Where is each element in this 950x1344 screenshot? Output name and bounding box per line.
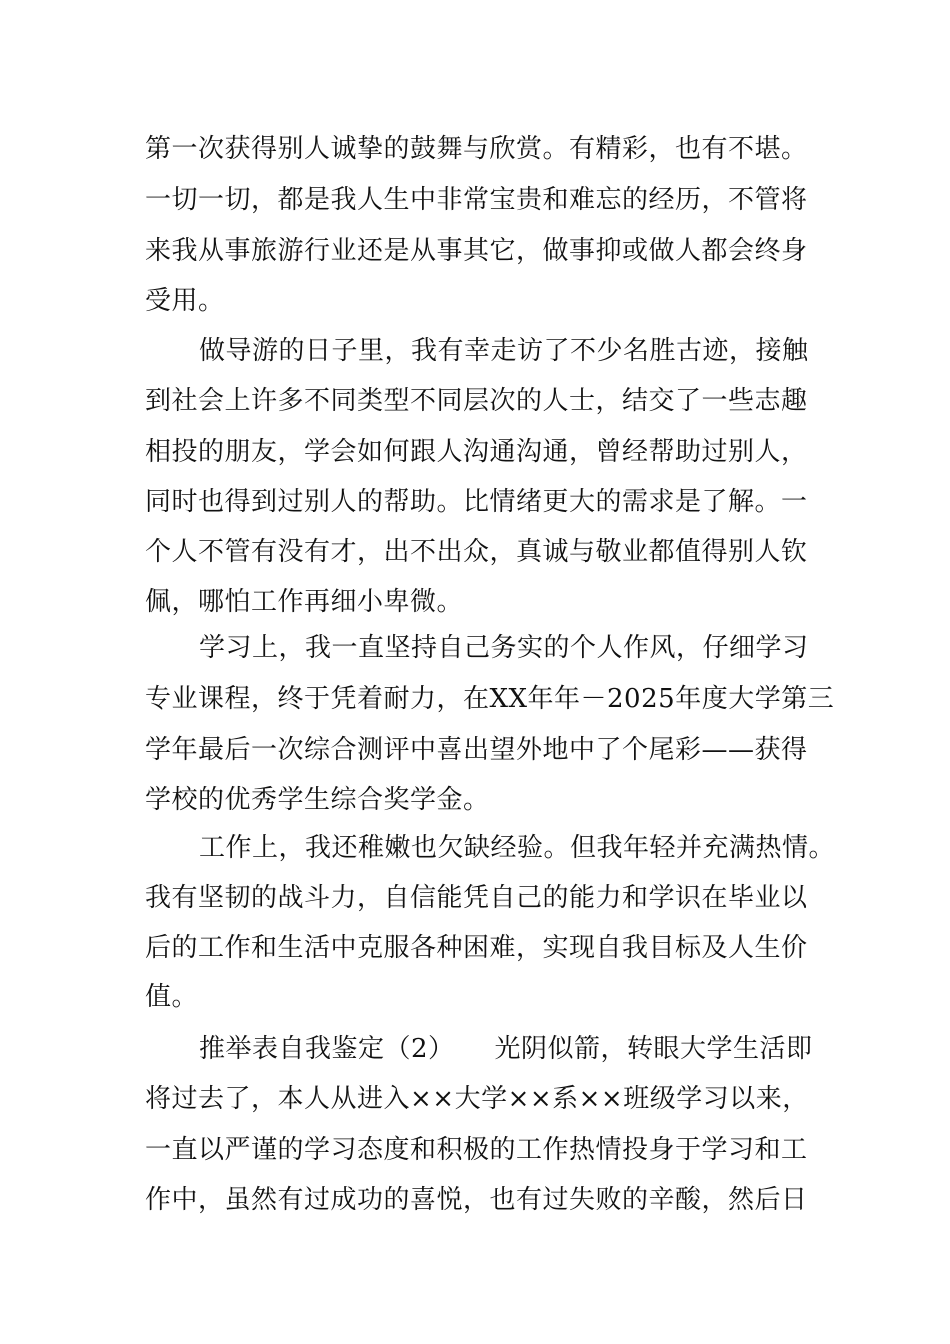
text-line: 我有坚韧的战斗力，自信能凭自己的能力和学识在毕业以 xyxy=(145,883,808,913)
text-line: 佩，哪怕工作再细小卑微。 xyxy=(145,587,464,617)
paragraph-first-line: 工作上，我还稚嫩也欠缺经验。但我年轻并充满热情。 xyxy=(199,833,836,863)
text-line: 值。 xyxy=(145,982,199,1012)
text-line: 同时也得到过别人的帮助。比情绪更大的需求是了解。一 xyxy=(145,487,808,517)
text-line: 受用。 xyxy=(145,286,225,316)
paragraph-first-line: 做导游的日子里，我有幸走访了不少名胜古迹，接触 xyxy=(199,336,809,366)
text-line: 来我从事旅游行业还是从事其它，做事抑或做人都会终身 xyxy=(145,236,808,266)
text-line: 相投的朋友，学会如何跟人沟通沟通，曾经帮助过别人， xyxy=(145,437,808,467)
paragraph-first-line: 推举表自我鉴定（2） 光阴似箭，转眼大学生活即 xyxy=(199,1034,813,1064)
text-line: 学年最后一次综合测评中喜出望外地中了个尾彩——获得 xyxy=(145,735,808,765)
text-line: 作中，虽然有过成功的喜悦，也有过失败的辛酸，然后日 xyxy=(145,1185,808,1215)
text-line: 个人不管有没有才，出不出众，真诚与敬业都值得别人钦 xyxy=(145,537,808,567)
text-line: 将过去了，本人从进入××大学××系××班级学习以来， xyxy=(145,1084,809,1114)
text-line: 到社会上许多不同类型不同层次的人士，结交了一些志趣 xyxy=(145,386,808,416)
text-line: 一切一切，都是我人生中非常宝贵和难忘的经历，不管将 xyxy=(145,185,808,215)
text-line: 一直以严谨的学习态度和积极的工作热情投身于学习和工 xyxy=(145,1135,808,1165)
text-line: 专业课程，终于凭着耐力，在XX年年－2025年度大学第三 xyxy=(145,684,835,714)
paragraph-first-line: 学习上，我一直坚持自己务实的个人作风，仔细学习 xyxy=(199,633,809,663)
text-line: 后的工作和生活中克服各种困难，实现自我目标及人生价 xyxy=(145,933,808,963)
text-line: 学校的优秀学生综合奖学金。 xyxy=(145,785,490,815)
text-line: 第一次获得别人诚挚的鼓舞与欣赏。有精彩，也有不堪。 xyxy=(145,134,808,164)
